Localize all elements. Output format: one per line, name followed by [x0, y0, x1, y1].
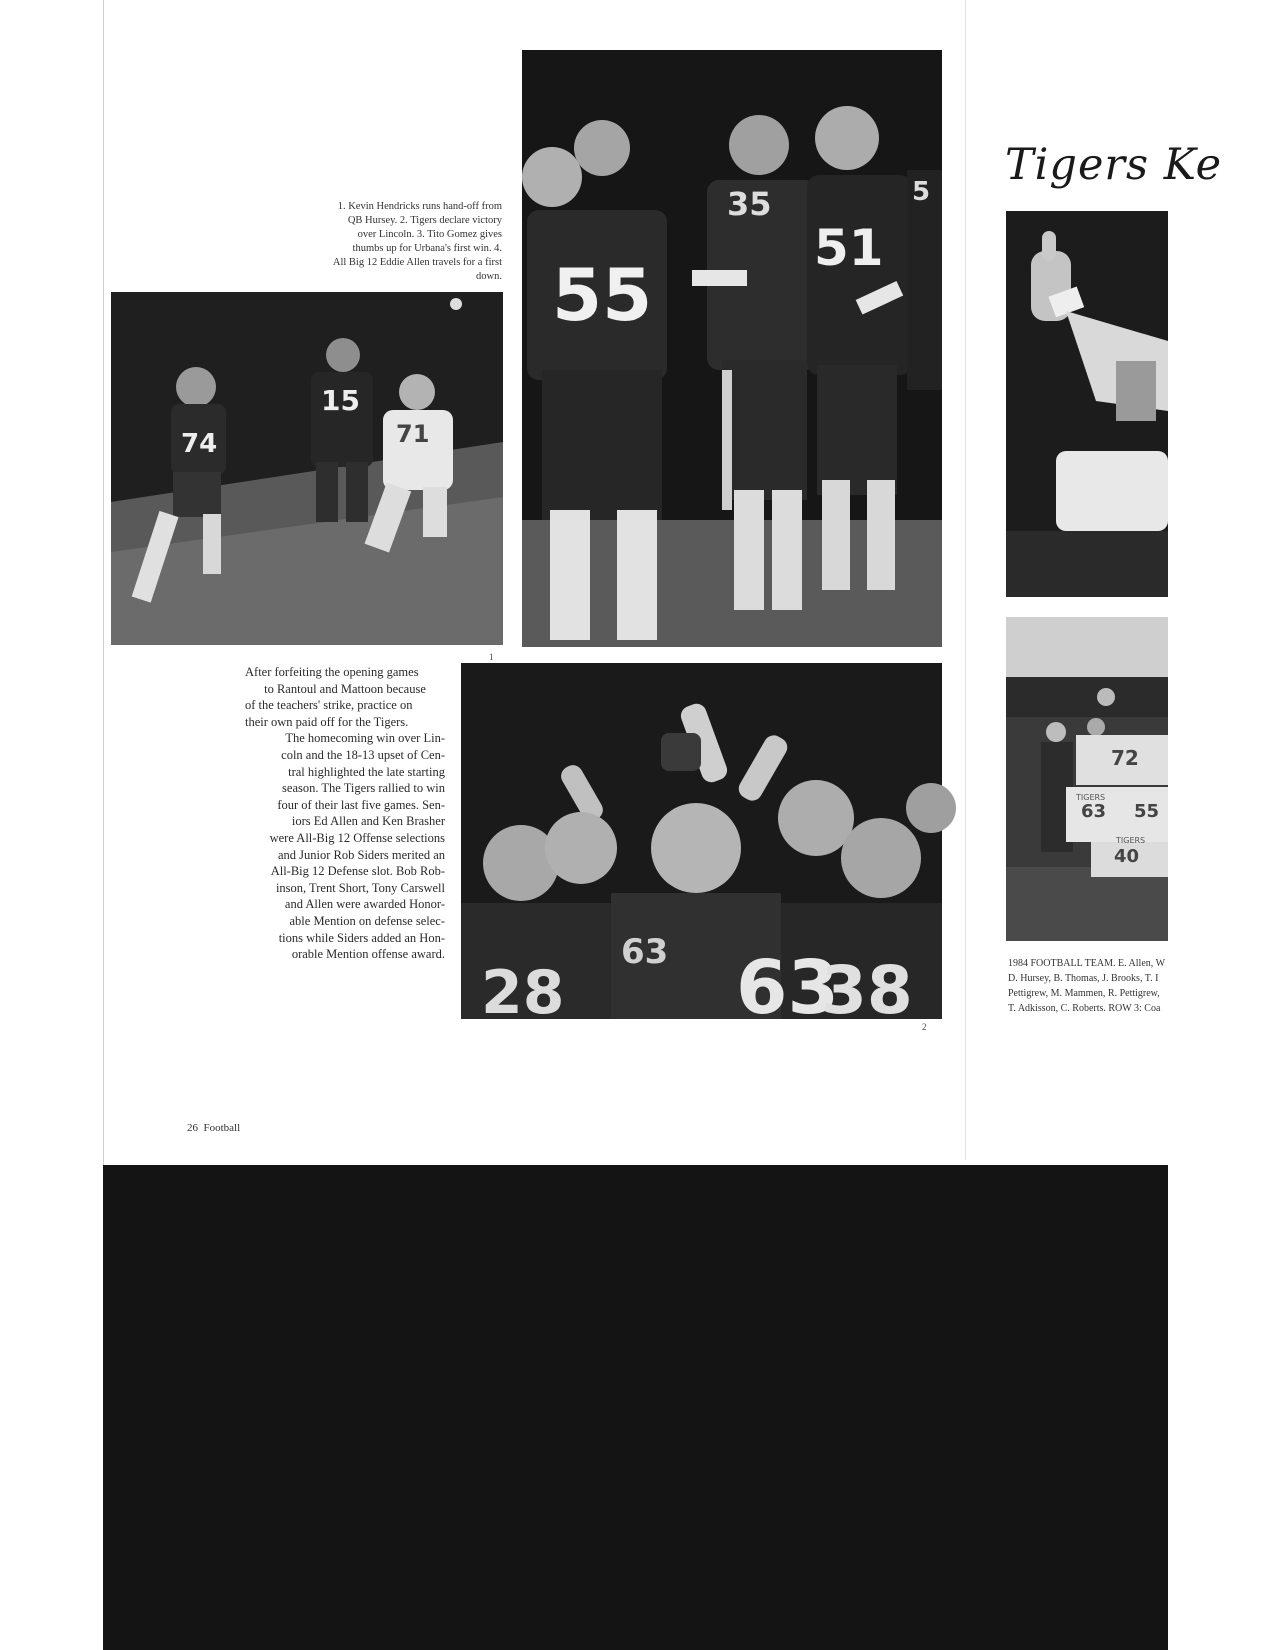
jersey-number: 63	[621, 932, 669, 972]
caption-line: All Big 12 Eddie Allen travels for a first	[332, 257, 502, 268]
story-line: orable Mention offense award.	[291, 947, 445, 962]
story-line: their own paid off for the Tigers.	[245, 714, 409, 729]
story-line: were All-Big 12 Offense selections	[269, 830, 445, 845]
story-line: coln and the 18-13 upset of Cen-	[281, 747, 445, 762]
jersey-lettering: TIGERS	[1076, 793, 1106, 802]
photo-number-2: 2	[922, 1022, 927, 1032]
story-line: All-Big 12 Defense slot. Bob Rob-	[270, 864, 445, 879]
jersey-number: 40	[1114, 846, 1140, 867]
story-line: to Rantoul and Mattoon because	[264, 681, 426, 696]
jersey-number: 51	[814, 219, 884, 277]
page-folio: 26 Football	[187, 1122, 241, 1134]
jersey-number: 28	[481, 958, 565, 1028]
caption-line: 1. Kevin Hendricks runs hand-off from	[337, 201, 502, 212]
jersey-number: 72	[1111, 746, 1139, 770]
story-line: and Junior Rob Siders merited an	[278, 847, 445, 862]
jersey-number: 35	[727, 185, 772, 223]
story-line: season. The Tigers rallied to win	[282, 781, 445, 796]
story-line: After forfeiting the opening games	[245, 665, 419, 679]
story-line: of the teachers' strike, practice on	[245, 698, 413, 713]
jersey-number: 74	[181, 429, 218, 459]
photo-team	[1006, 617, 1168, 941]
jersey-lettering: TIGERS	[1116, 836, 1146, 845]
team-caption-line: Pettigrew, M. Mammen, R. Pettigrew,	[1008, 988, 1160, 999]
caption-line: over Lincoln. 3. Tito Gomez gives	[357, 229, 502, 240]
story-line: inson, Trent Short, Tony Carswell	[275, 880, 445, 895]
jersey-number: 63	[736, 945, 839, 1031]
caption-line: down.	[476, 271, 502, 282]
jersey-number: 71	[396, 420, 430, 448]
photo-number-1: 1	[489, 652, 494, 662]
story-line: and Allen were awarded Honor-	[284, 897, 445, 912]
story-line: able Mention on defense selec-	[289, 913, 445, 928]
story-line: The homecoming win over Lin-	[285, 731, 445, 746]
photo-huddle	[522, 50, 942, 647]
jersey-number: 55	[1134, 801, 1160, 822]
caption-line: thumbs up for Urbana's first win. 4.	[352, 243, 502, 254]
story-line: tions while Siders added an Hon-	[278, 930, 445, 945]
jersey-number: 15	[321, 384, 360, 417]
story-line: four of their last five games. Sen-	[277, 797, 445, 812]
photo-running-play	[111, 292, 503, 645]
story-line: iors Ed Allen and Ken Brasher	[291, 814, 445, 829]
team-caption-line: 1984 FOOTBALL TEAM. E. Allen, W	[1008, 958, 1166, 969]
jersey-number: 63	[1081, 801, 1107, 822]
jersey-number: 38	[821, 952, 913, 1029]
team-caption-line: D. Hursey, B. Thomas, J. Brooks, T. I	[1008, 973, 1159, 984]
photo-thumbs-up	[1006, 211, 1168, 597]
page-spine	[965, 0, 966, 1160]
caption-line: QB Hursey. 2. Tigers declare victory	[347, 215, 502, 226]
team-caption-line: T. Adkisson, C. Roberts. ROW 3: Coa	[1008, 1003, 1161, 1014]
left-page-margin	[0, 0, 104, 1650]
right-page-title: Tigers Ke	[1005, 140, 1223, 190]
story-text	[245, 664, 445, 963]
team-caption	[1008, 956, 1168, 1016]
scan-background	[103, 1165, 1168, 1650]
story-line: tral highlighted the late starting	[288, 764, 445, 779]
photo-caption	[310, 200, 502, 284]
jersey-number: 5	[912, 177, 931, 207]
photo-victory	[461, 663, 942, 1031]
jersey-number: 55	[552, 253, 653, 337]
